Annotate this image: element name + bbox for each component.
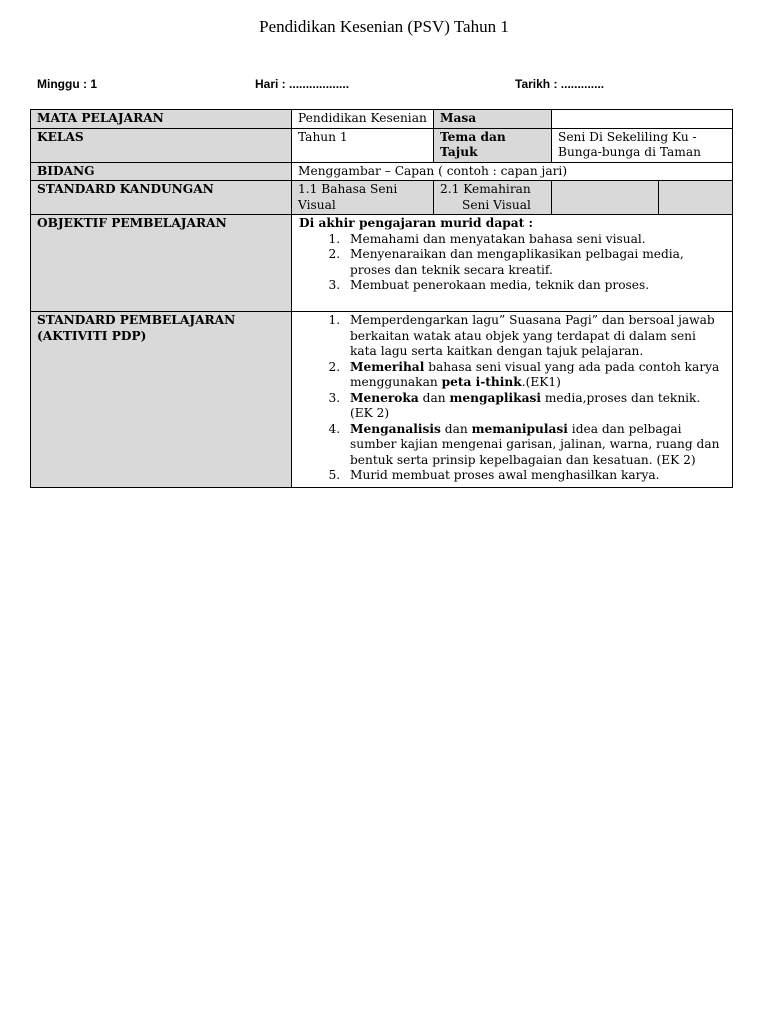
standard-pembelajaran-label-line-2: (AKTIVITI PDP) (37, 328, 147, 343)
aktiviti-item-4-bold-1: Menganalisis (350, 421, 441, 436)
aktiviti-item-4-text-1: dan (440, 421, 472, 436)
sk-1-1: 1.1 Bahasa Seni Visual (292, 181, 434, 215)
tema-value-line-2: Bunga-bunga di Taman (558, 145, 701, 159)
objektif-list (298, 232, 726, 294)
masa-value (552, 110, 733, 129)
objektif-label: OBJEKTIF PEMBELAJARAN (31, 215, 292, 312)
sk-empty-2 (659, 181, 733, 215)
minggu-label: Minggu : 1 (37, 77, 97, 91)
standard-pembelajaran-label-line-1: STANDARD PEMBELAJARAN (37, 313, 236, 327)
hari-field (255, 77, 349, 91)
bidang-label: BIDANG (31, 162, 292, 181)
sk-empty-1 (552, 181, 659, 215)
tarikh-field (515, 77, 604, 91)
sk-2-1-line-1: 2.1 Kemahiran (440, 182, 531, 196)
aktiviti-item-3-bold-1: Meneroka (350, 390, 419, 405)
aktiviti-item-1: 1. Memperdengarkan lagu” Suasana Pagi” dan bersoal jawab berkaitan watak atau objek yang terdapat di dalam seni kata lagu serta kaitkan dengan tajuk pelajaran. (344, 313, 726, 360)
mata-pelajaran-label: MATA PELAJARAN (31, 110, 292, 129)
tarikh-value: ............. (560, 77, 605, 91)
aktiviti-item-4-text-2: idea dan pelbagai sumber kajian mengenai garisan, jalinan, warna, ruang dan bentuk serta prinsip kepelbagaian dan kesatuan. (EK 2) (350, 421, 720, 467)
mata-pelajaran-value: Pendidikan Kesenian (292, 110, 434, 129)
kelas-label: KELAS (31, 128, 292, 162)
aktiviti-item-2-text-1: bahasa seni visual yang ada pada contoh karya menggunakan (350, 359, 720, 389)
aktiviti-item-3-bold-2: mengaplikasi (449, 390, 541, 405)
aktiviti-list (298, 313, 726, 484)
aktiviti-item-5: 5. Murid membuat proses awal menghasilkan karya. (344, 468, 726, 484)
aktiviti-item-3 (344, 391, 726, 422)
lesson-plan-table (30, 109, 733, 488)
objektif-content (292, 215, 733, 312)
bidang-value: Menggambar – Capan ( contoh : capan jari) (292, 162, 733, 181)
row-objektif (31, 215, 733, 312)
tema-value (552, 128, 733, 162)
objektif-item-1: 1. Memahami dan menyatakan bahasa seni visual. (344, 232, 726, 248)
objektif-intro: Di akhir pengajaran murid dapat : (299, 216, 534, 230)
aktiviti-item-2-bold-1: Memerihal (350, 359, 425, 374)
aktiviti-item-2 (344, 360, 726, 391)
page-title: Pendidikan Kesenian (PSV) Tahun 1 (259, 17, 509, 36)
kelas-value: Tahun 1 (292, 128, 434, 162)
sk-2-1 (434, 181, 552, 215)
standard-pembelajaran-label (31, 312, 292, 488)
tarikh-label: Tarikh : (515, 77, 558, 91)
tema-value-line-1: Seni Di Sekeliling Ku - (558, 129, 697, 144)
aktiviti-item-3-text-1: dan (418, 390, 450, 405)
row-kelas (31, 128, 733, 162)
aktiviti-item-3-text-2: media,proses dan teknik. (EK 2) (350, 390, 701, 420)
aktiviti-content (292, 312, 733, 488)
hari-label: Hari : (255, 77, 286, 91)
row-standard-pembelajaran (31, 312, 733, 488)
hari-value: .................. (289, 77, 350, 91)
objektif-item-3: 3. Membuat penerokaan media, teknik dan proses. (344, 278, 726, 294)
standard-kandungan-label: STANDARD KANDUNGAN (31, 181, 292, 215)
row-bidang (31, 162, 733, 181)
masa-label: Masa (434, 110, 552, 129)
row-mata-pelajaran (31, 110, 733, 129)
aktiviti-item-4-bold-2: memanipulasi (471, 421, 568, 436)
tema-label: Tema dan Tajuk (434, 128, 552, 162)
aktiviti-item-2-text-2: .(EK1) (521, 375, 561, 389)
objektif-item-2: 2. Menyenaraikan dan mengaplikasikan pelbagai media, proses dan teknik secara kreatif. (344, 247, 726, 278)
aktiviti-item-2-bold-2: peta i-think (441, 375, 522, 389)
sk-2-1-line-2: Seni Visual (462, 197, 531, 212)
row-standard-kandungan (31, 181, 733, 215)
aktiviti-item-4 (344, 422, 726, 469)
